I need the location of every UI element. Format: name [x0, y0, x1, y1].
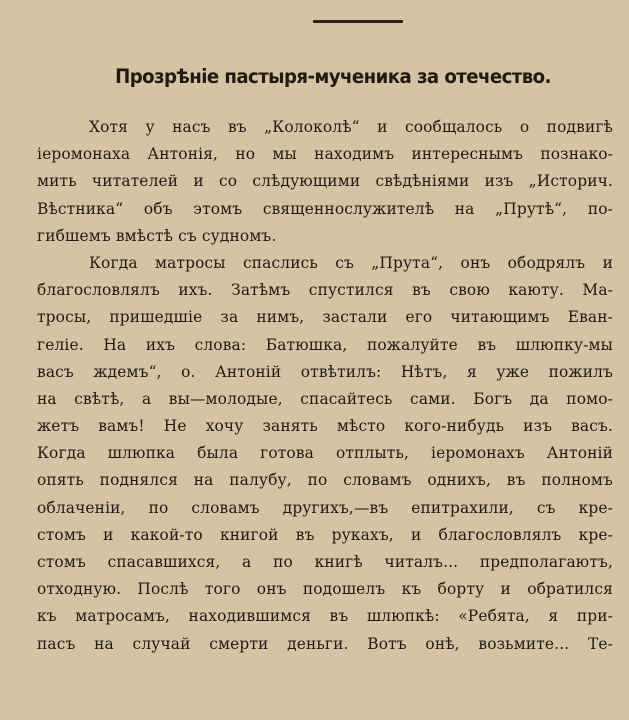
text-line: гибшемъ вмѣстѣ съ судномъ. — [37, 226, 277, 245]
text-line: на свѣтѣ, а вы—молодые, спасайтесь сами. Богъ да помо- — [37, 389, 613, 408]
text-line: іеромонаха Антонія, но мы находимъ интереснымъ познако- — [37, 145, 613, 164]
text-line: васъ ждемъ“, о. Антоній отвѣтилъ: Нѣтъ, я уже пожилъ — [37, 362, 613, 381]
text-line: Вѣстника“ объ этомъ священнослужителѣ на „Прутѣ“, по- — [37, 199, 613, 218]
text-line: тросы, пришедшіе за нимъ, застали его читающимъ Еван- — [37, 308, 613, 327]
text-line: къ матросамъ, находившимся въ шлюпкѣ: «Ребята, я при- — [37, 607, 613, 626]
article-body — [37, 114, 613, 658]
top-rule — [313, 20, 403, 23]
text-line: Когда шлюпка была готова отплыть, іеромонахъ Антоній — [37, 444, 613, 463]
text-line: стомъ спасавшихся, а по книгѣ читалъ... предполагаютъ, — [37, 553, 613, 571]
text-line: мить читателей и со слѣдующими свѣдѣніями изъ „Историч. — [37, 172, 613, 191]
article-title: Прозрѣніе пастыря-мученика за отечество. — [115, 65, 551, 88]
text-line: опять поднялся на палубу, по словамъ однихъ, въ полномъ — [37, 471, 613, 490]
text-line: жетъ вамъ! Не хочу занять мѣсто кого-нибудь изъ васъ. — [37, 417, 613, 436]
text-line: стомъ и какой-то книгой въ рукахъ, и благословлялъ кре- — [37, 525, 613, 544]
text-line: Хотя у насъ въ „Колоколѣ“ и сообщалось о подвигѣ — [89, 118, 613, 136]
text-line: пасъ на случай смерти деньги. Вотъ онѣ, возьмите... Те- — [37, 634, 613, 653]
text-line: облаченіи, по словамъ другихъ,—въ епитрахили, съ кре- — [37, 498, 613, 517]
text-line: геліе. На ихъ слова: Батюшка, пожалуйте въ шлюпку-мы — [37, 335, 613, 354]
text-line: Когда матросы спаслись съ „Прута“, онъ ободрялъ и — [89, 253, 613, 272]
text-line: благословлялъ ихъ. Затѣмъ спустился въ свою каюту. Ма- — [37, 281, 613, 300]
text-line: отходную. Послѣ того онъ подошелъ къ борту и обратился — [37, 580, 613, 599]
